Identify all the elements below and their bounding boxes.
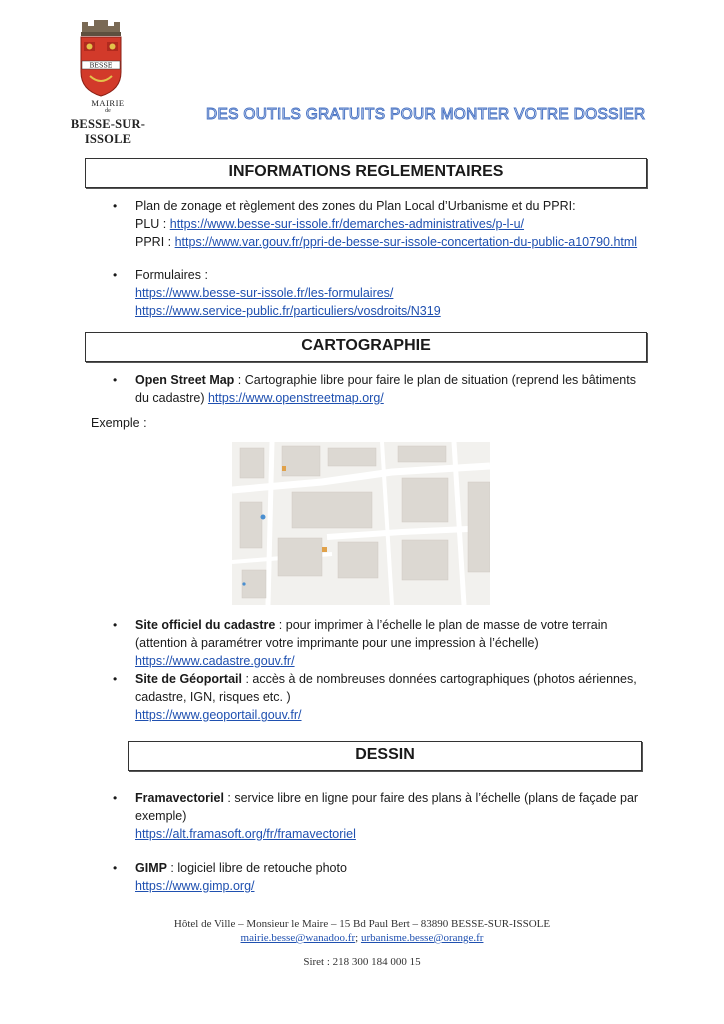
page-heading: DES OUTILS GRATUITS POUR MONTER VOTRE DOSSIER (206, 106, 646, 123)
mairie-label: MAIRIE (91, 98, 125, 108)
formulaires-label: Formulaires : (135, 268, 208, 282)
footer-siret: Siret : 218 300 184 000 15 (303, 956, 421, 968)
ppri-link[interactable]: https://www.var.gouv.fr/ppri-de-besse-sur-issole-concertation-du-public-a10790.html (174, 235, 638, 249)
list-item-osm (113, 371, 636, 407)
framavectoriel-text-2: exemple) (135, 809, 187, 823)
bullet-icon: • (113, 672, 118, 686)
geoportail-name: Site de Géoportail (135, 672, 242, 686)
bullet-icon: • (113, 373, 118, 387)
example-map-image (232, 442, 490, 605)
osm-text: : Cartographie libre pour faire le plan de situation (reprend les bâtiments (234, 373, 636, 387)
cadastre-name: Site officiel du cadastre (135, 618, 276, 632)
osm-text-2: du cadastre) (135, 391, 208, 405)
formulaires-link-1[interactable]: https://www.besse-sur-issole.fr/les-formulaires/ (135, 286, 394, 300)
svg-text:BESSE: BESSE (89, 61, 113, 70)
zonage-text: Plan de zonage et règlement des zones du Plan Local d’Urbanisme et du PPRI: (135, 199, 576, 213)
geoportail-text-2: cadastre, IGN, risques etc. ) (135, 690, 291, 704)
section-title-info (85, 158, 647, 188)
osm-link[interactable]: https://www.openstreetmap.org/ (207, 391, 384, 405)
formulaires-link-2[interactable]: https://www.service-public.fr/particuliers/vosdroits/N319 (135, 304, 441, 318)
section-title-dessin-text: DESSIN (355, 746, 415, 763)
gimp-text: : logiciel libre de retouche photo (166, 861, 347, 875)
osm-name: Open Street Map (135, 373, 235, 387)
framavectoriel-name: Framavectoriel (135, 791, 224, 805)
plu-label: PLU : (135, 217, 170, 231)
gimp-link[interactable]: https://www.gimp.org/ (135, 879, 255, 893)
footer-emails (0, 932, 724, 944)
section-title-dessin (128, 741, 642, 771)
section-title-info-text: INFORMATIONS REGLEMENTAIRES (228, 163, 504, 180)
section-title-carto (85, 332, 647, 362)
plu-link[interactable]: https://www.besse-sur-issole.fr/demarches-administratives/p-l-u/ (169, 217, 525, 231)
cadastre-text-2: (attention à paramétrer votre imprimante pour une impression à l’échelle) (135, 636, 539, 650)
bullet-icon: • (113, 791, 118, 805)
exemple-label: Exemple : (91, 416, 147, 430)
list-item-formulaires (113, 266, 441, 320)
bullet-icon: • (113, 199, 118, 213)
geoportail-text: : accès à de nombreuses données cartographiques (photos aériennes, (241, 672, 637, 686)
ppri-label: PPRI : (135, 235, 175, 249)
list-item-gimp (113, 859, 347, 895)
bullet-icon: • (113, 861, 118, 875)
list-item-cadastre (113, 616, 608, 670)
footer-address: Hôtel de Ville – Monsieur le Maire – 15 Bd Paul Bert – 83890 BESSE-SUR-ISSOLE (173, 918, 551, 930)
framavectoriel-text: : service libre en ligne pour faire des plans à l’échelle (plans de façade par (223, 791, 639, 805)
list-item-framavectoriel (113, 789, 639, 843)
besse-crest-logo (78, 20, 124, 98)
footer-email-urbanisme[interactable]: urbanisme.besse@orange.fr (360, 932, 484, 944)
cadastre-link[interactable]: https://www.cadastre.gouv.fr/ (135, 654, 295, 668)
geoportail-link[interactable]: https://www.geoportail.gouv.fr/ (135, 708, 302, 722)
footer-email-mairie[interactable]: mairie.besse@wanadoo.fr (240, 932, 356, 944)
mairie-de-label: de (105, 108, 111, 114)
gimp-name: GIMP (135, 861, 167, 875)
bullet-icon: • (113, 618, 118, 632)
town-name: BESSE-SUR-ISSOLE (70, 117, 146, 146)
footer-email-separator: ; (355, 932, 361, 944)
framavectoriel-link[interactable]: https://alt.framasoft.org/fr/framavectoriel (135, 827, 356, 841)
list-item-geoportail (113, 670, 637, 724)
cadastre-text: : pour imprimer à l’échelle le plan de masse de votre terrain (275, 618, 608, 632)
list-item-zonage (113, 197, 638, 251)
bullet-icon: • (113, 268, 118, 282)
section-title-carto-text: CARTOGRAPHIE (301, 337, 431, 354)
